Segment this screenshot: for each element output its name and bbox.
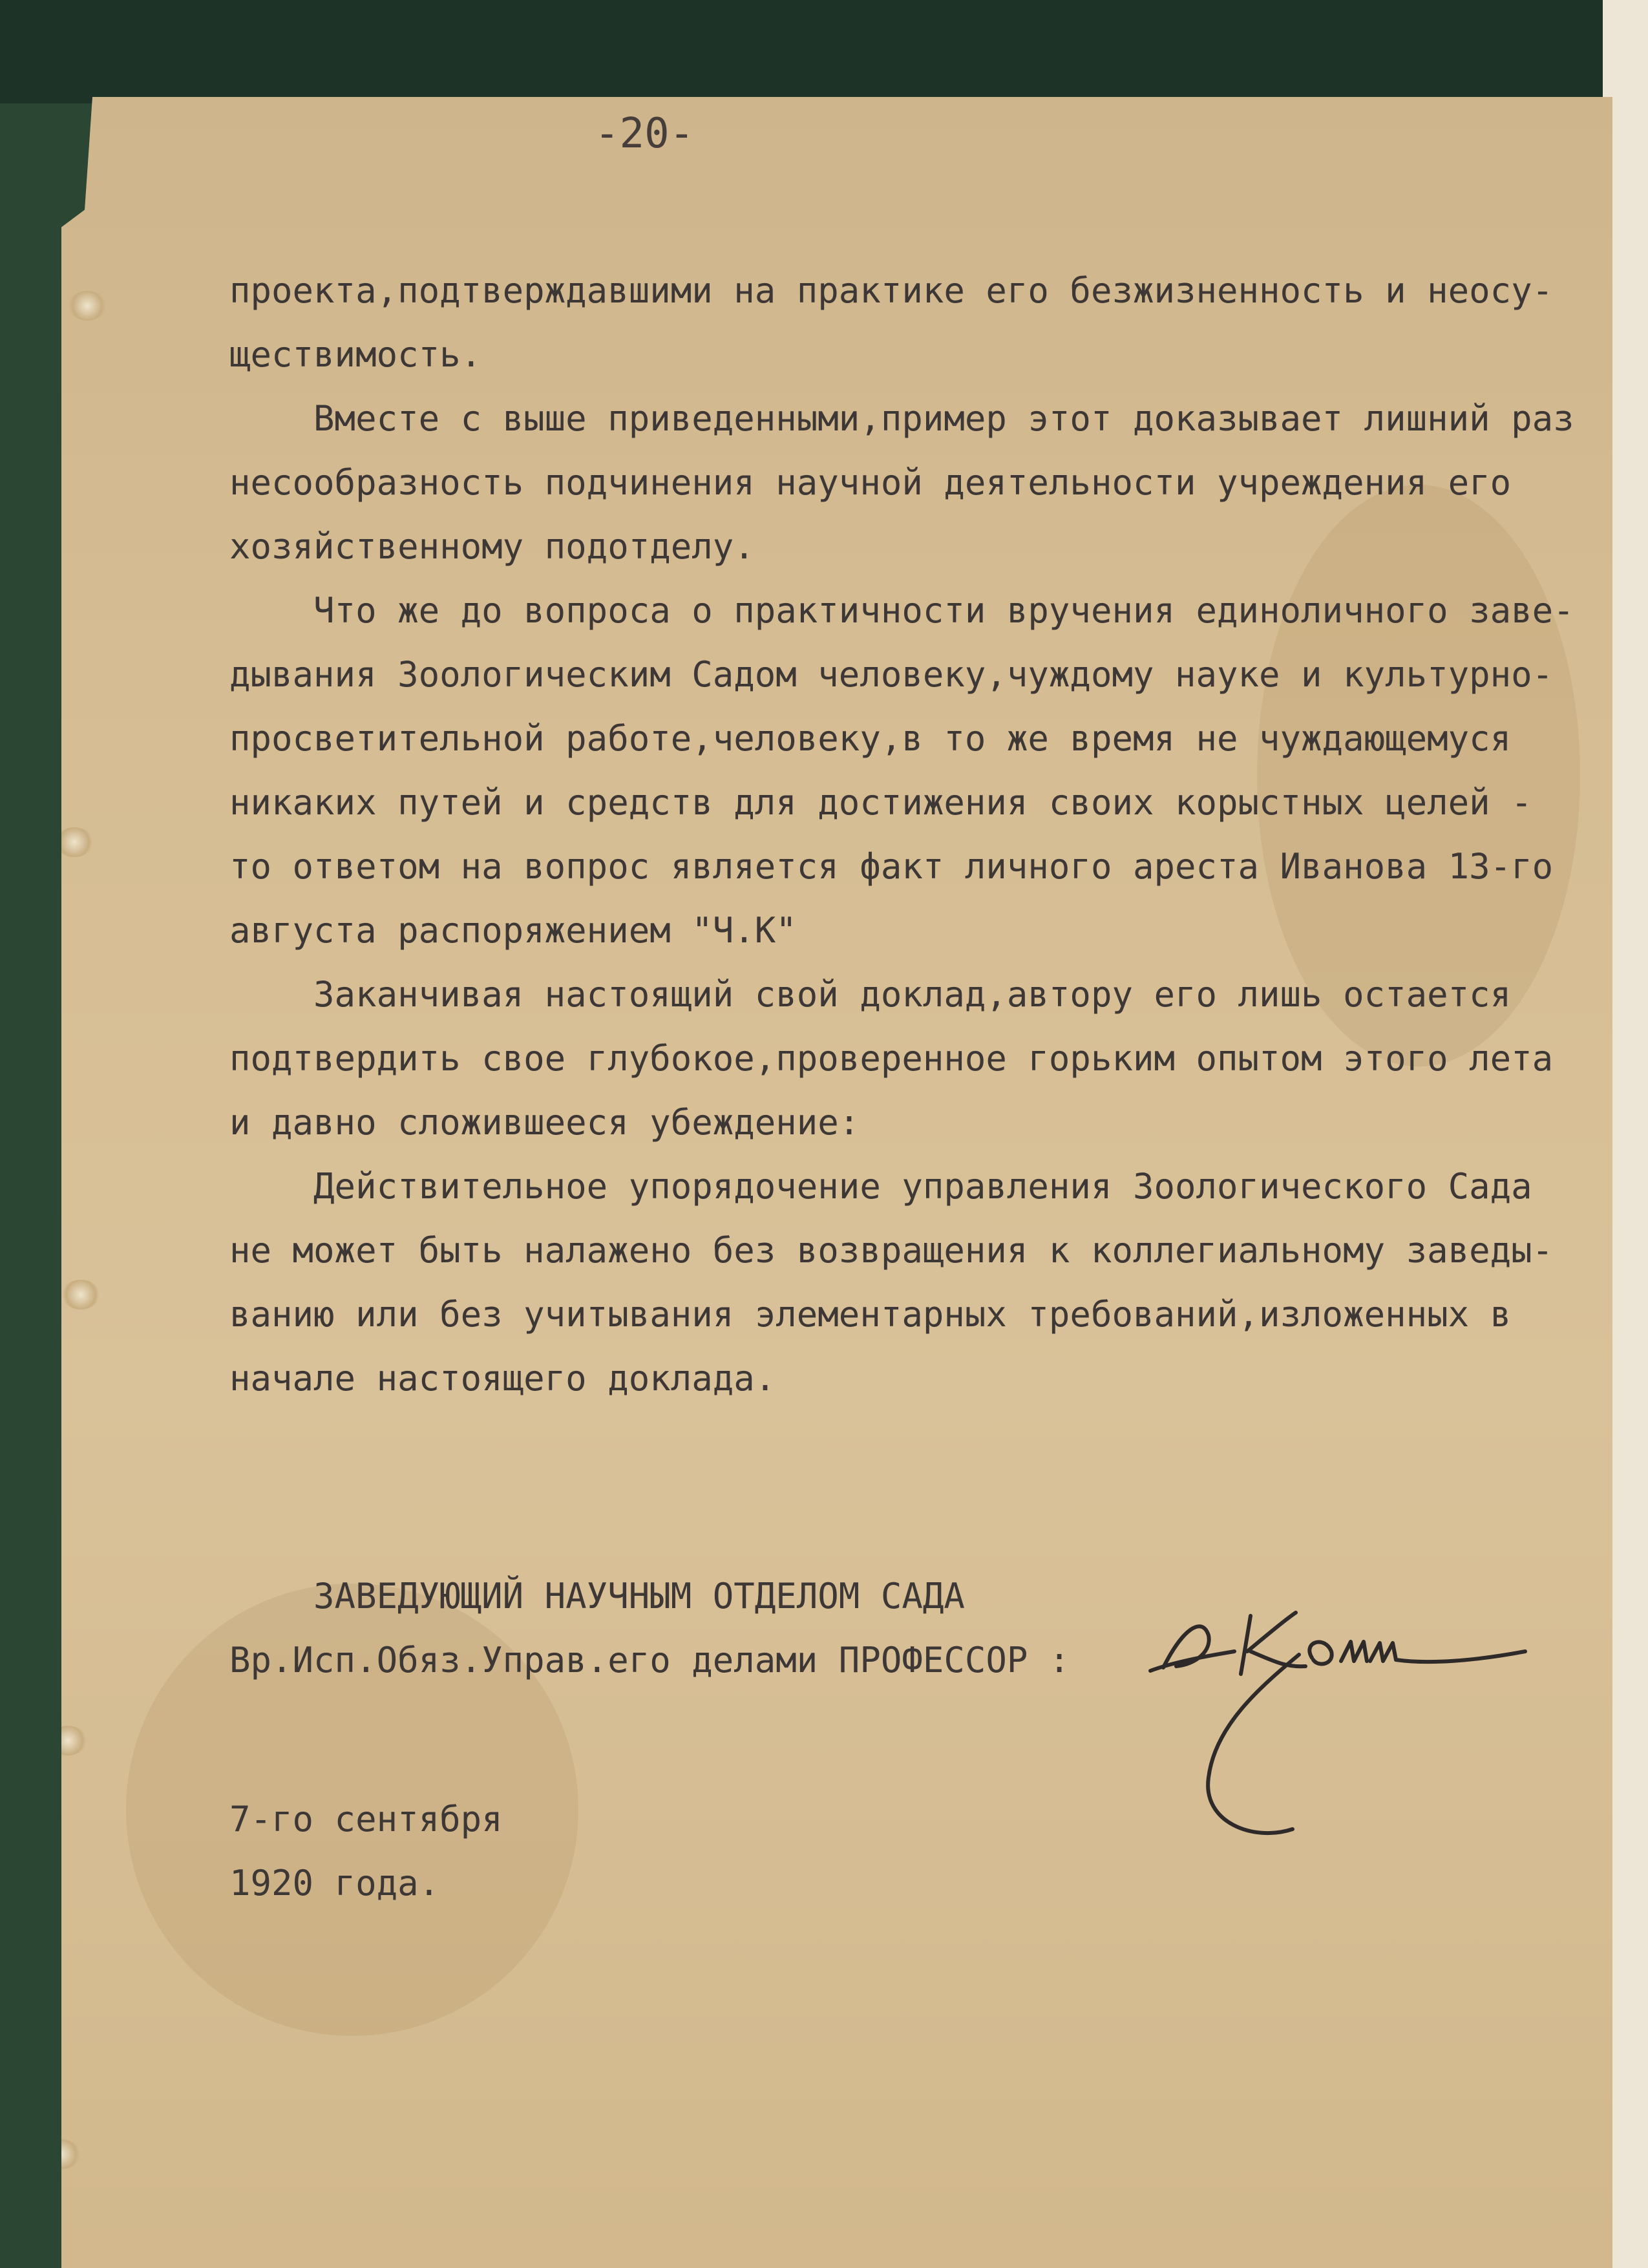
punch-hole xyxy=(42,2139,81,2169)
punch-hole xyxy=(55,827,94,857)
text-line: дывания Зоологическим Садом человеку,чуждому науке и культурно- xyxy=(229,654,1554,695)
text-line: Вместе с выше приведенными,пример этот доказывает лишний раз xyxy=(229,398,1574,439)
punch-hole xyxy=(61,1280,100,1309)
text-line: начале настоящего доклада. xyxy=(229,1358,776,1399)
scanner-background xyxy=(0,0,1648,103)
handwritten-signature xyxy=(1137,1590,1558,1861)
text-line: хозяйственному подотделу. xyxy=(229,526,755,567)
text-line: ванию или без учитывания элементарных требований,изложенных в xyxy=(229,1294,1512,1335)
document-body xyxy=(229,259,1600,1410)
punch-hole xyxy=(48,1726,87,1755)
page-number: -20- xyxy=(595,110,695,158)
date-year: 1920 года. xyxy=(229,1863,440,1903)
text-line: августа распоряжением "Ч.К" xyxy=(229,910,797,951)
text-line: не может быть налажено без возвращения к коллегиальному заведы- xyxy=(229,1230,1554,1271)
text-line: несообразность подчинения научной деятельности учреждения его xyxy=(229,462,1512,503)
text-line: просветительной работе,человеку,в то же время не чуждающемуся xyxy=(229,718,1512,759)
text-line: Что же до вопроса о практичности вручения единоличного заве- xyxy=(229,590,1574,631)
text-line: Заканчивая настоящий свой доклад,автору его лишь остается xyxy=(229,974,1512,1015)
text-line: никаких путей и средств для достижения своих корыстных целей - xyxy=(229,782,1532,823)
signature-title-block xyxy=(229,1564,1070,1692)
punch-hole xyxy=(68,291,107,321)
text-line: Действительное упорядочение управления Зоологического Сада xyxy=(229,1166,1532,1207)
text-line: ществимость. xyxy=(229,334,482,375)
date-day: 7-го сентября xyxy=(229,1799,503,1839)
text-line: проекта,подтверждавшими на практике его безжизненность и неосу- xyxy=(229,270,1554,311)
date-block xyxy=(229,1787,503,1915)
signatory-role: Вр.Исп.Обяз.Управ.его делами ПРОФЕССОР : xyxy=(229,1640,1070,1680)
text-line: то ответом на вопрос является факт личного ареста Иванова 13-го xyxy=(229,846,1554,887)
text-line: подтвердить свое глубокое,проверенное горьким опытом этого лета xyxy=(229,1038,1554,1079)
text-line: и давно сложившееся убеждение: xyxy=(229,1102,860,1143)
signatory-position: ЗАВЕДУЮЩИЙ НАУЧНЫМ ОТДЕЛОМ САДА xyxy=(229,1576,965,1616)
